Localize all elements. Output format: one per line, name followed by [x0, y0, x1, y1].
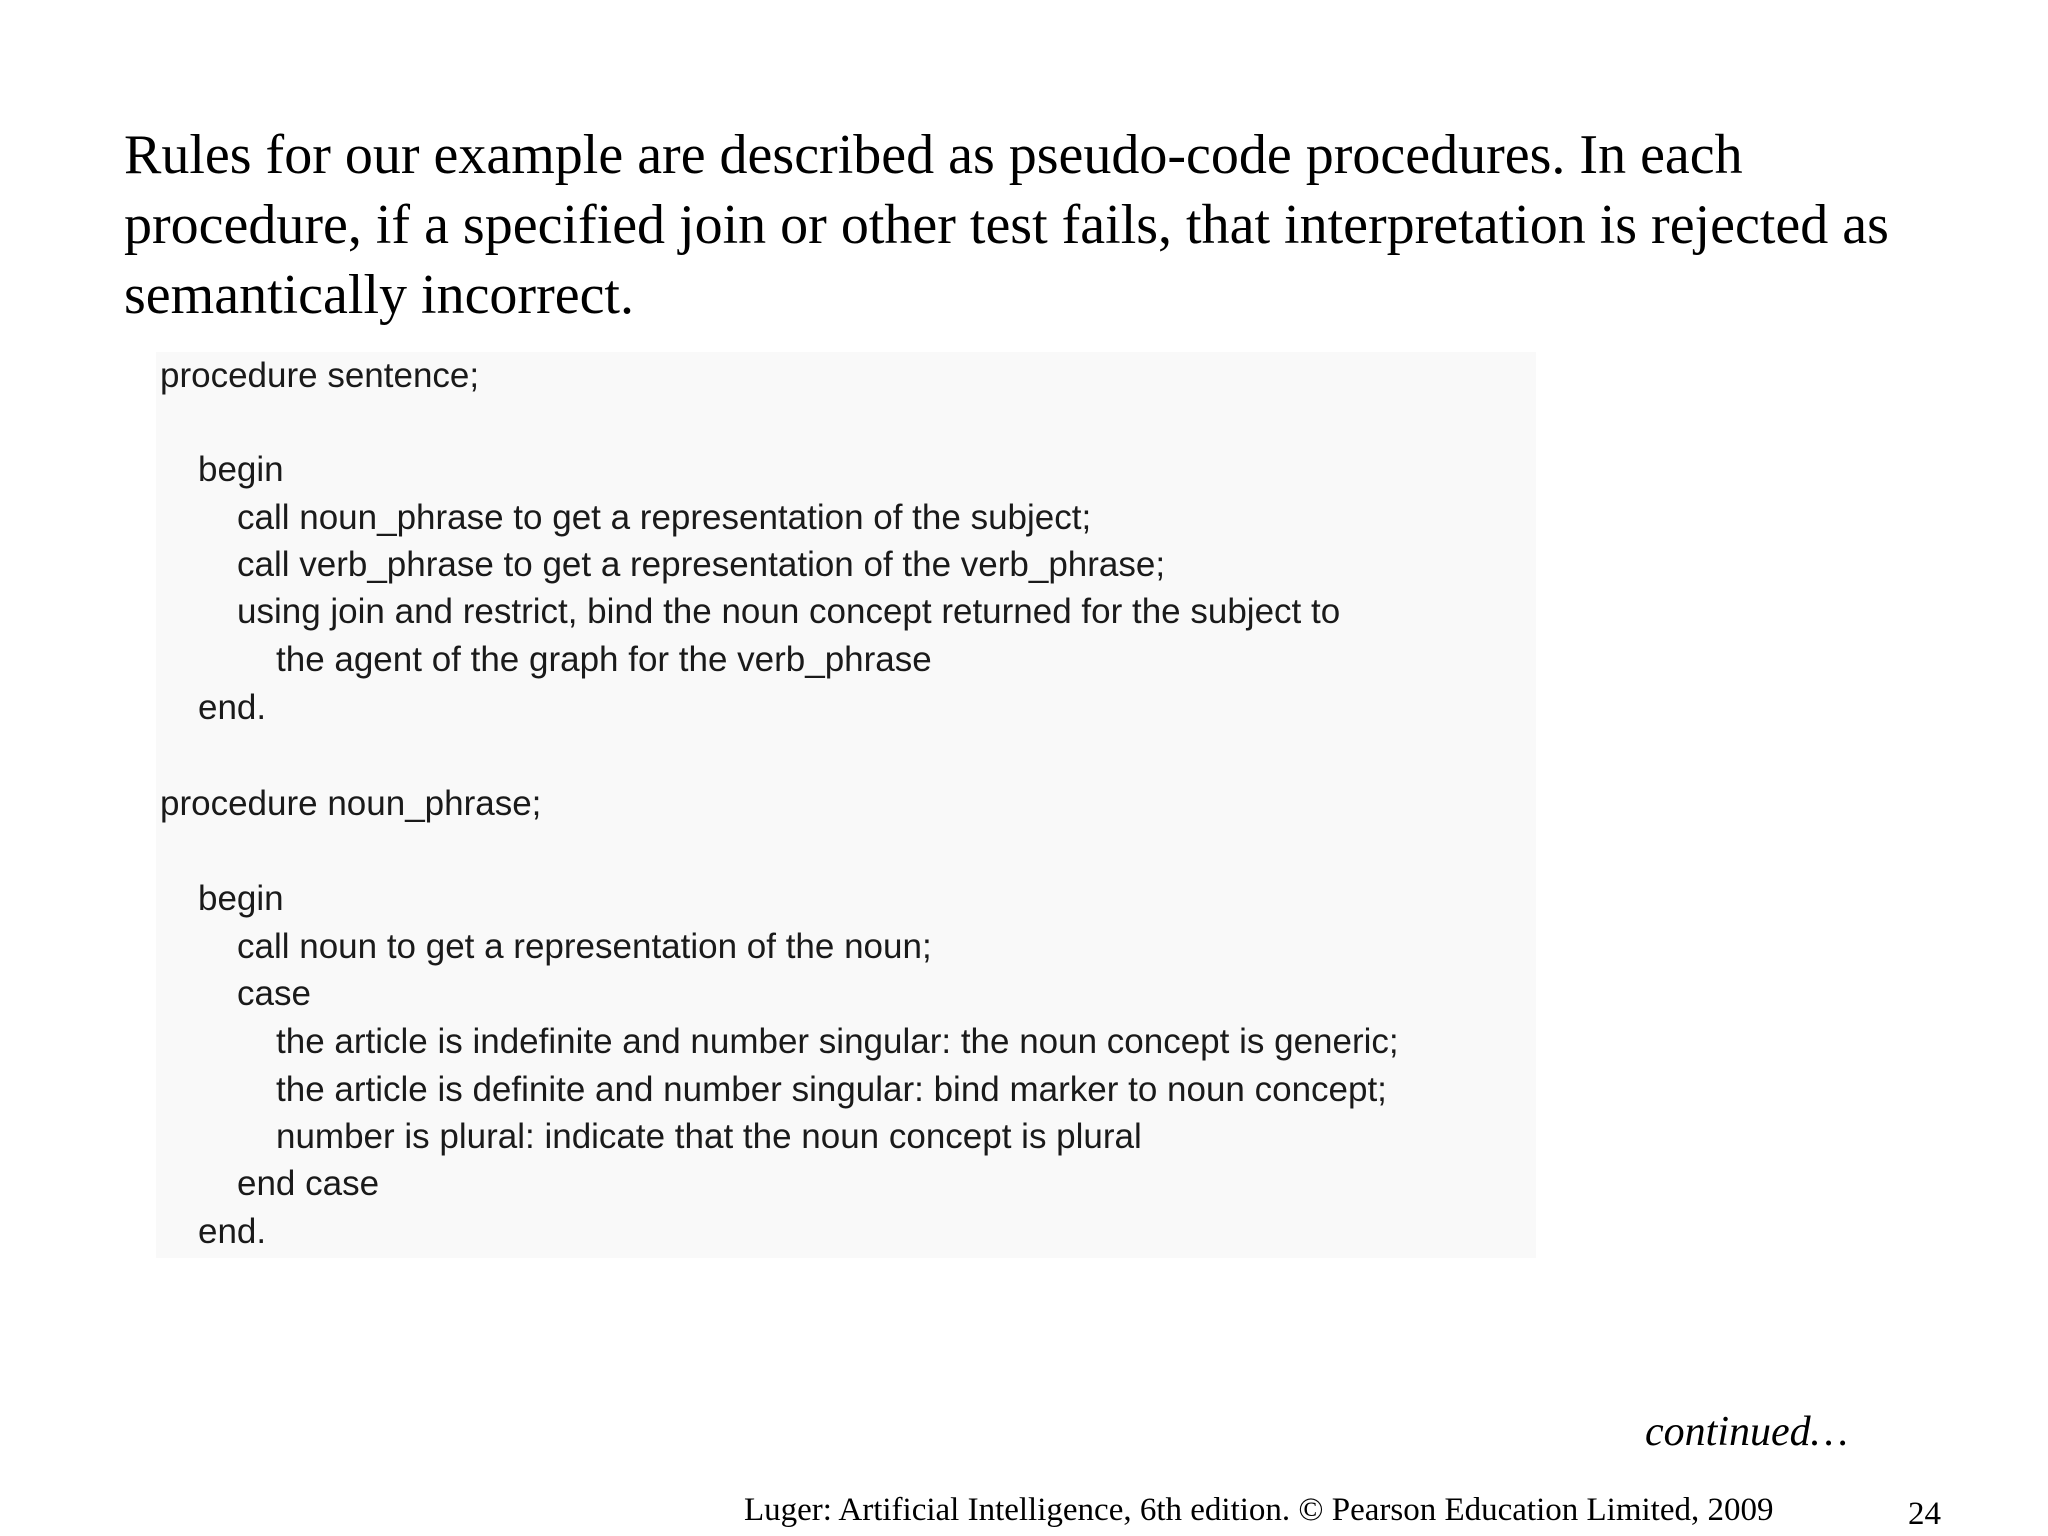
page-number: 24: [1908, 1496, 1941, 1532]
code-line: using join and restrict, bind the noun concept returned for the subject to: [237, 592, 1341, 631]
code-line: the agent of the graph for the verb_phrase: [276, 640, 932, 679]
continued-note: continued…: [1645, 1409, 1848, 1455]
intro-line: procedure, if a specified join or other test fails, that interpretation is rejected as: [124, 194, 1889, 256]
code-line: call noun to get a representation of the noun;: [237, 927, 932, 966]
intro-line: semantically incorrect.: [124, 264, 634, 326]
code-line: case: [237, 974, 311, 1013]
code-line: number is plural: indicate that the noun concept is plural: [276, 1117, 1142, 1156]
intro-paragraph: [124, 120, 1944, 330]
code-line: call noun_phrase to get a representation of the subject;: [237, 498, 1092, 537]
code-line: end.: [198, 1212, 267, 1251]
code-line: begin: [198, 450, 284, 489]
code-line: call verb_phrase to get a representation of the verb_phrase;: [237, 545, 1166, 584]
code-line: the article is indefinite and number singular: the noun concept is generic;: [276, 1022, 1399, 1061]
code-line: end case: [237, 1164, 380, 1203]
code-line: procedure noun_phrase;: [160, 784, 542, 823]
code-line: procedure sentence;: [160, 356, 480, 395]
code-line: the article is definite and number singular: bind marker to noun concept;: [276, 1070, 1387, 1109]
intro-line: Rules for our example are described as pseudo-code procedures. In each: [124, 124, 1743, 186]
footer-citation: Luger: Artificial Intelligence, 6th edition. © Pearson Education Limited, 2009: [744, 1492, 1774, 1528]
code-line: begin: [198, 879, 284, 918]
pseudo-code-block: [156, 352, 1536, 1258]
code-line: end.: [198, 688, 267, 727]
